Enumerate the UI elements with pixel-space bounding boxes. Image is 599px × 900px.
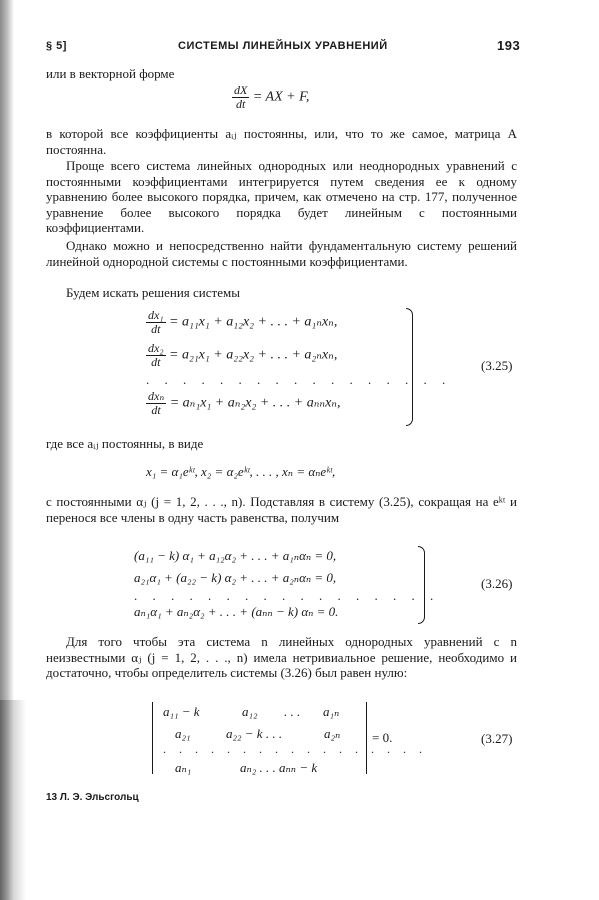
right-brace — [406, 308, 413, 426]
solution-form: x₁ = α₁eᵏᵗ, x₂ = α₂eᵏᵗ, . . . , xₙ = αₙeᵏᵗ, — [146, 464, 336, 479]
fraction-numerator: dxₙ — [148, 389, 165, 403]
paragraph-3: Однако можно и непосредственно найти фундаментальную систему решений линейной однородной системы с постоянными коэффициентами. — [46, 238, 517, 269]
equation-rhs: = a₁₁x₁ + a₁₂x₂ + . . . + a₁ₙxₙ, — [169, 314, 338, 330]
header-section: § 5] — [46, 40, 67, 52]
paragraph-5: где все aᵢⱼ постоянны, в виде — [46, 436, 204, 451]
fraction-numerator: dx₁ — [148, 308, 164, 322]
dot-row: . . . . . . . . . . . . . . . . . — [134, 588, 440, 603]
paragraph-2: Проще всего система линейных однородных или неоднородных уравнений с постоянными коэффициентами интегрируется путем сведения ее к одному уравнению более высокого порядка, причем, как отмечено на стр. 177, полученное уравнение более высокого порядка будет линейным с постоянными коэффициентами. — [46, 158, 517, 235]
vector-eq-rhs: = AX + F, — [252, 89, 310, 105]
determinant-left-bar — [152, 702, 153, 774]
paragraph-6: с постоянными αⱼ (j = 1, 2, . . ., n). Подставляя в систему (3.25), сокращая на eᵏᵗ и перенося все члены в одну часть равенства, получим — [46, 494, 517, 525]
det-cell: a₂₁ — [175, 726, 191, 741]
equation-label-327: (3.27) — [481, 731, 513, 746]
fraction-denominator: dt — [151, 322, 161, 336]
determinant-right-bar — [366, 702, 367, 774]
det-cell: a₁₁ − k — [163, 704, 200, 719]
dot-row: . . . . . . . . . . . . . . . . . — [163, 742, 427, 756]
paragraph-1: в которой все коэффициенты aᵢⱼ постоянны, или, что то же самое, матрица A постоянна. — [46, 126, 517, 157]
equation-label-326: (3.26) — [481, 576, 513, 591]
system-326-row-2: a₂₁α₁ + (a₂₂ − k) α₂ + . . . + a₂ₙαₙ = 0, — [134, 570, 337, 585]
det-cell: a₂₂ − k . . . — [226, 726, 283, 741]
page-number: 193 — [497, 38, 521, 53]
equation-rhs: = aₙ₁x₁ + aₙ₂x₂ + . . . + aₙₙxₙ, — [169, 395, 341, 411]
paragraph-7: Для того чтобы эта система n линейных однородных уравнений с n неизвестными αⱼ (j = 1, 2, . . ., n) имела нетривиальное решение, необходимо и достаточно, чтобы определитель системы (3.26) был равен нулю: — [46, 634, 517, 680]
fraction-denominator: dt — [151, 355, 161, 369]
equation-label-325: (3.25) — [481, 358, 513, 373]
det-cell: a₁ₙ — [323, 704, 340, 719]
system-326-row-1: (a₁₁ − k) α₁ + a₁₂α₂ + . . . + a₁ₙαₙ = 0, — [134, 548, 337, 563]
det-cell: a₂ₙ — [324, 726, 341, 741]
system-325-row-1 — [146, 309, 337, 336]
footer-signature: 13 Л. Э. Эльсгольц — [46, 792, 139, 803]
vector-equation — [232, 84, 309, 111]
det-cell: aₙ₁ — [175, 760, 192, 775]
page-edge-shadow-bottom — [0, 700, 26, 900]
system-326-row-3: aₙ₁α₁ + aₙ₂α₂ + . . . + (aₙₙ − k) αₙ = 0. — [134, 604, 339, 619]
fraction-numerator: dx₂ — [148, 341, 164, 355]
paragraph-4: Будем искать решения системы — [66, 285, 240, 300]
system-325-row-3 — [146, 390, 340, 417]
vector-eq-numerator: dX — [234, 83, 248, 97]
fraction-denominator: dt — [151, 403, 161, 417]
dot-row: . . . . . . . . . . . . . . . . . — [146, 372, 452, 387]
det-cell: . . . — [284, 704, 301, 719]
equation-rhs: = a₂₁x₁ + a₂₂x₂ + . . . + a₂ₙxₙ, — [169, 347, 338, 363]
det-cell: aₙ₂ . . . aₙₙ − k — [240, 760, 318, 775]
intro-line: или в векторной форме — [46, 66, 175, 81]
system-325-row-2 — [146, 342, 337, 369]
right-brace — [418, 546, 425, 624]
det-cell: a₁₂ — [242, 704, 258, 719]
determinant-rhs: = 0. — [372, 730, 393, 745]
vector-eq-denominator: dt — [236, 97, 246, 111]
header-title: СИСТЕМЫ ЛИНЕЙНЫХ УРАВНЕНИЙ — [178, 40, 388, 52]
